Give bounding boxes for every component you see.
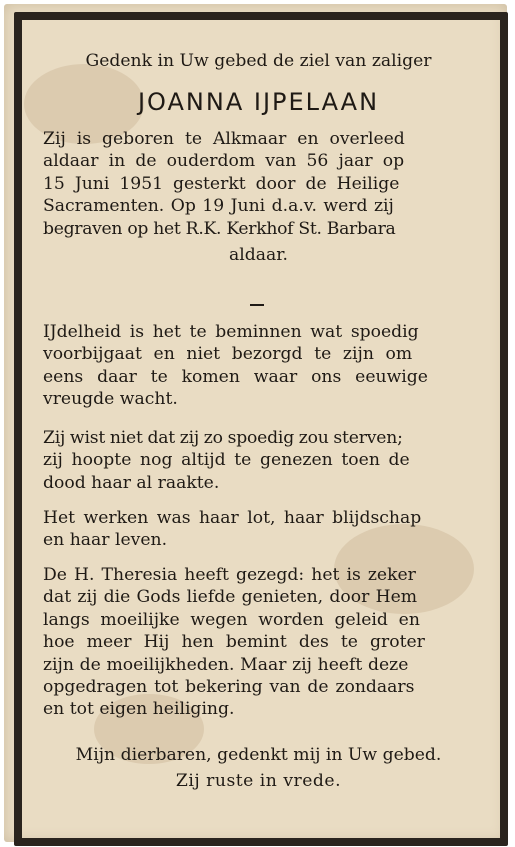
closing-line: Mijn dierbaren, gedenkt mij in Uw gebed. <box>75 745 442 765</box>
para-line: Zij wist niet dat zij zo spoedig zou sterven; <box>43 428 403 448</box>
para-line: en haar leven. <box>43 530 168 551</box>
para-line: eens daar te komen waar ons eeuwige <box>43 366 428 387</box>
bio-last-line: aldaar. <box>228 245 289 265</box>
para-line: en tot eigen heiliging. <box>43 699 235 720</box>
para-line: zijn de moeilijkheden. Maar zij heeft deze <box>43 654 409 675</box>
para-line: De H. Theresia heeft gezegd: het is zeker <box>43 565 416 585</box>
para-line: langs moeilijke wegen worden geleid en <box>43 609 420 630</box>
intro-heading: Gedenk in Uw gebed de ziel van zaliger <box>85 51 432 71</box>
theresia-paragraph <box>43 564 474 721</box>
final-blessing: Zij ruste in vrede. <box>175 771 342 791</box>
card-text <box>18 16 496 834</box>
para-line: zij hoopte nog altijd te genezen toen de <box>43 450 410 471</box>
illness-paragraph <box>43 427 474 494</box>
vanity-paragraph <box>43 321 474 411</box>
para-line: vreugde wacht. <box>43 389 178 410</box>
bio-line: Zij is geboren te Alkmaar en overleed <box>43 129 405 149</box>
bio-line: begraven op het R.K. Kerkhof St. Barbara <box>43 218 396 239</box>
para-line: dat zij die Gods liefde genieten, door Hem <box>43 587 418 608</box>
para-line: dood haar al raakte. <box>43 472 220 493</box>
deceased-name: JOANNA IJPELAAN <box>137 88 380 116</box>
biography-paragraph <box>43 128 474 240</box>
bio-line: 15 Juni 1951 gesterkt door de Heilige <box>43 173 400 194</box>
bio-line: Sacramenten. Op 19 Juni d.a.v. werd zij <box>43 196 394 217</box>
separator-dash <box>250 304 264 306</box>
work-paragraph <box>43 507 474 552</box>
para-line: IJdelheid is het te beminnen wat spoedig <box>43 322 419 342</box>
para-line: voorbijgaat en niet bezorgd te zijn om <box>43 344 413 365</box>
bio-line: aldaar in de ouderdom van 56 jaar op <box>43 151 405 172</box>
para-line: opgedragen tot bekering van de zondaars <box>43 677 415 698</box>
para-line: hoe meer Hij hen bemint des te groter <box>43 632 425 653</box>
para-line: Het werken was haar lot, haar blijdschap <box>43 508 422 528</box>
